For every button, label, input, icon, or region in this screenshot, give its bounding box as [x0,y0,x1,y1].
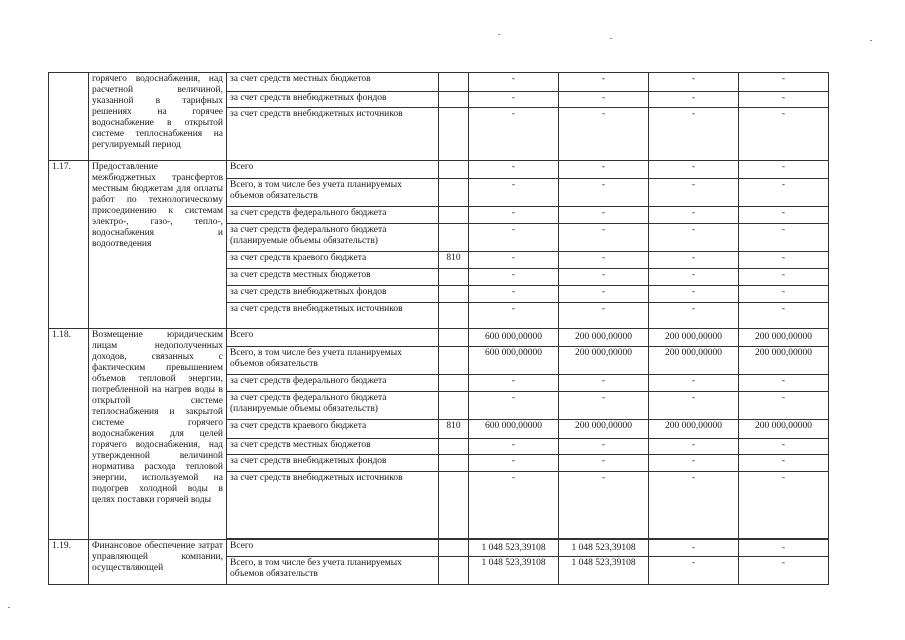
source-local-budgets: за счет средств местных бюджетов [227,269,439,286]
value-cell: 1 048 523,39108 [559,557,649,585]
code-cell [439,73,469,92]
value-cell: - [559,303,649,329]
value-cell: - [739,179,829,207]
code-cell [439,329,469,347]
value-cell: - [739,207,829,224]
source-total: Всего [227,540,439,557]
value-cell: - [469,224,559,252]
value-cell: - [469,108,559,161]
row-description: горячего водоснабжения, над расчетной величиной, указанной в тарифных решениях на горячее водоснабжение в открытой системе теплоснабжения на регулируемый период [89,73,227,161]
source-total: Всего [227,161,439,179]
value-cell: 600 000,00000 [469,420,559,439]
value-cell: 600 000,00000 [469,347,559,375]
value-cell: - [649,108,739,161]
source-extrabudgetary-funds: за счет средств внебюджетных фондов [227,92,439,108]
value-cell: 600 000,00000 [469,329,559,347]
code-cell [439,179,469,207]
value-cell: - [469,392,559,420]
row-description: Финансовое обеспечение затрат управляющей компании, осуществляющей [89,540,227,585]
table-row [49,329,829,347]
scan-speck [610,38,612,39]
value-cell: 200 000,00000 [649,329,739,347]
code-cell [439,224,469,252]
source-total-obligations: Всего, в том числе без учета планируемых объемов обязательств [227,557,439,585]
value-cell: - [739,455,829,472]
value-cell: - [649,179,739,207]
value-cell: - [649,392,739,420]
value-cell: - [469,375,559,392]
value-cell: - [649,269,739,286]
value-cell: - [649,92,739,108]
value-cell: - [559,252,649,269]
code-cell [439,347,469,375]
value-cell: - [649,161,739,179]
code-cell [439,540,469,557]
scan-speck [870,40,872,41]
value-cell: - [739,92,829,108]
value-cell: 200 000,00000 [649,420,739,439]
scan-speck [498,34,500,35]
source-regional-budget: за счет средств краевого бюджета [227,420,439,439]
value-cell: - [469,92,559,108]
value-cell: - [739,540,829,557]
value-cell: 200 000,00000 [649,347,739,375]
value-cell: 1 048 523,39108 [469,557,559,585]
value-cell: - [559,472,649,539]
code-cell [439,207,469,224]
value-cell: 200 000,00000 [739,347,829,375]
row-number: 1.18. [49,329,89,540]
value-cell: - [649,375,739,392]
value-cell: - [649,303,739,329]
code-cell [439,455,469,472]
value-cell: - [649,224,739,252]
value-cell: - [469,73,559,92]
value-cell: - [559,224,649,252]
code-cell [439,472,469,539]
value-cell: - [649,557,739,585]
code-cell [439,303,469,329]
code-cell [439,108,469,161]
value-cell: - [469,179,559,207]
source-federal-budget-planned: за счет средств федерального бюджета (планируемые объемы обязательств) [227,224,439,252]
value-cell: 200 000,00000 [559,329,649,347]
value-cell: - [649,455,739,472]
value-cell: - [469,303,559,329]
table-row [49,73,829,92]
value-cell: 1 048 523,39108 [559,540,649,557]
value-cell: - [739,108,829,161]
value-cell: - [469,252,559,269]
source-total-obligations: Всего, в том числе без учета планируемых объемов обязательств [227,179,439,207]
table-row [49,540,829,557]
code-cell [439,286,469,303]
value-cell: - [559,455,649,472]
budget-code: 810 [439,252,469,269]
code-cell [439,269,469,286]
value-cell: - [739,557,829,585]
source-extrabudgetary-sources: за счет средств внебюджетных источников [227,303,439,329]
value-cell: - [559,179,649,207]
source-extrabudgetary-sources: за счет средств внебюджетных источников [227,472,439,539]
code-cell [439,375,469,392]
value-cell: - [739,252,829,269]
value-cell: - [559,439,649,455]
value-cell: - [739,161,829,179]
value-cell: - [739,73,829,92]
scan-speck [8,607,10,608]
budget-code: 810 [439,420,469,439]
value-cell: - [469,269,559,286]
value-cell: - [559,108,649,161]
value-cell: 200 000,00000 [739,329,829,347]
source-federal-budget: за счет средств федерального бюджета [227,207,439,224]
source-federal-budget-planned: за счет средств федерального бюджета (планируемые объемы обязательств) [227,392,439,420]
value-cell: 1 048 523,39108 [469,540,559,557]
value-cell: - [649,73,739,92]
value-cell: - [559,92,649,108]
value-cell: - [559,375,649,392]
source-extrabudgetary-funds: за счет средств внебюджетных фондов [227,286,439,303]
row-number: 1.19. [49,540,89,585]
code-cell [439,92,469,108]
value-cell: - [559,392,649,420]
code-cell [439,439,469,455]
value-cell: - [739,224,829,252]
table-row [49,161,829,179]
value-cell: - [559,286,649,303]
source-federal-budget: за счет средств федерального бюджета [227,375,439,392]
row-number: 1.17. [49,161,89,329]
value-cell: - [469,472,559,539]
value-cell: - [649,540,739,557]
value-cell: - [739,392,829,420]
value-cell: - [649,286,739,303]
value-cell: - [649,472,739,539]
value-cell: - [649,207,739,224]
source-total-obligations: Всего, в том числе без учета планируемых объемов обязательств [227,347,439,375]
value-cell: - [739,375,829,392]
value-cell: - [739,303,829,329]
value-cell: - [739,439,829,455]
source-extrabudgetary-funds: за счет средств внебюджетных фондов [227,455,439,472]
value-cell: 200 000,00000 [559,347,649,375]
source-total: Всего [227,329,439,347]
value-cell: - [469,286,559,303]
code-cell [439,557,469,585]
value-cell: - [739,472,829,539]
value-cell: 200 000,00000 [559,420,649,439]
value-cell: - [469,455,559,472]
value-cell: - [469,161,559,179]
source-local-budgets: за счет средств местных бюджетов [227,439,439,455]
value-cell: 200 000,00000 [739,420,829,439]
row-description: Предоставление межбюджетных трансфертов местным бюджетам для оплаты работ по технологическому присоединению к системам электро-, газо-, тепло-, водоснабжения и водоотведения [89,161,227,329]
code-cell [439,161,469,179]
code-cell [439,392,469,420]
value-cell: - [739,269,829,286]
value-cell: - [559,161,649,179]
row-number [49,73,89,161]
row-description: Возмещение юридическим лицам недополученных доходов, связанных с фактическим превышением объемов тепловой энергии, потребленной на нагрев воды в открытой системе теплоснабжения и закрытой системе горячего водоснабжения для целей горячего водоснабжения, над утвержденной величиной норматива расхода тепловой энергии, используемой на подогрев холодной воды в целях поставки горячей воды [89,329,227,540]
value-cell: - [469,207,559,224]
value-cell: - [559,207,649,224]
value-cell: - [559,73,649,92]
value-cell: - [739,286,829,303]
value-cell: - [649,439,739,455]
source-regional-budget: за счет средств краевого бюджета [227,252,439,269]
value-cell: - [469,439,559,455]
source-extrabudgetary-sources: за счет средств внебюджетных источников [227,108,439,161]
source-local-budgets: за счет средств местных бюджетов [227,73,439,92]
budget-table [48,72,829,585]
value-cell: - [559,269,649,286]
value-cell: - [649,252,739,269]
